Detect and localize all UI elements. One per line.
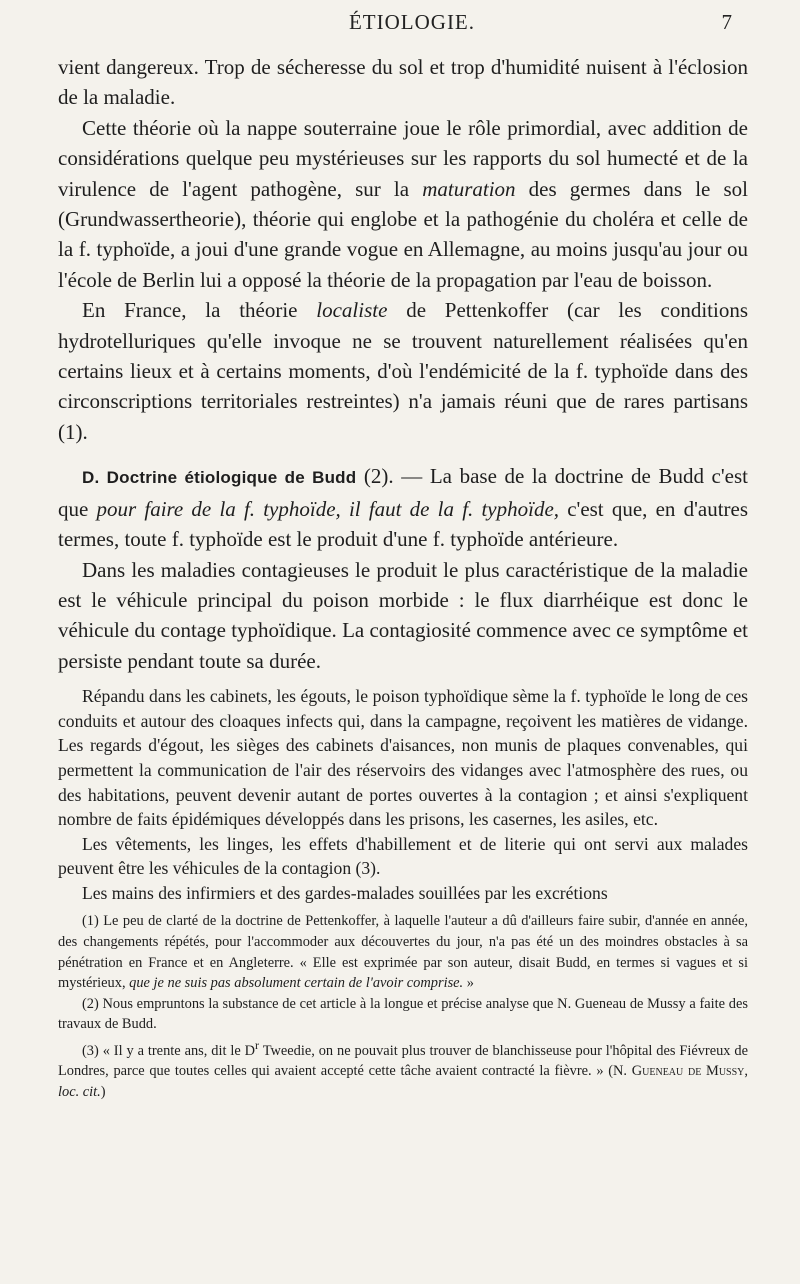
paragraph-5: Dans les maladies contagieuses le produit le plus caractéristique de la maladie est le véhicule principal du poison morbide : le flux diarrhéique est donc le véhicule du contage typhoïdique. La contagiosité commence avec ce symptôme et persiste pendant toute sa durée. (58, 557, 748, 673)
paragraph-3-part-1: En France, la théorie (82, 298, 317, 323)
small-paragraph-2: Les vêtements, les linges, les effets d'habillement et de literie qui ont servi aux malades peuvent être les véhicules de la contagion (3). (58, 833, 748, 879)
footnote-3-part-3: , (744, 1063, 748, 1080)
small-text-gap (58, 676, 748, 684)
small-paragraph-1: Répandu dans les cabinets, les égouts, le poison typhoïdique sème la f. typhoïde le long de ces conduits et autour des cloaques infects qui, dans la campagne, reçoivent les matières de vidange. Les regards d'égout, les sièges des cabinets d'aisances, non munis de plaques convenables, qui permettent la communication de l'air des réservoirs des vidanges avec l'atmosphère des rues, ou des habitations, peuvent devenir autant de portes ouvertes à la contagion ; et ainsi s'expliquent nombre de faits épidémiques développés dans les prisons, les casernes, les asiles, etc. (58, 686, 748, 830)
paragraph-1: vient dangereux. Trop de sécheresse du sol et trop d'humidité nuisent à l'éclosion de la maladie. (58, 55, 748, 110)
footnote-3-italic: loc. cit. (58, 1084, 101, 1101)
paragraph-2-part-1: Cette théorie où la nappe souterraine joue le rôle primordial, avec addition de considérations quelque peu mystérieuses sur les rapports du sol humecté et de la virulence de l'agent pathogène, sur la (58, 115, 748, 201)
footnotes (58, 911, 748, 1102)
paragraph-2-part-2: des germes dans le sol (Grundwassertheorie), théorie qui englobe et la pathogénie du choléra et celle de la f. typhoïde, a joui d'une grande vogue en Allemagne, au moins jusqu'au jour ou l'école de Berlin lui a opposé la théorie de la propagation par l'eau de boisson. (58, 176, 748, 292)
footnote-1 (58, 911, 748, 993)
paragraph-4-part-2: c'est que, en d'autres termes, toute f. typhoïde est le produit d'une f. typhoïde antérieure. (58, 496, 749, 552)
running-title: ÉTIOLOGIE. (348, 10, 476, 34)
running-head (82, 10, 742, 38)
paragraph-3-part-2: de Pettenkoffer (car les conditions hydrotelluriques qu'elle invoque ne se trouvent naturellement réalisées qu'en certains lieux et à certains moments, d'où l'endémicité de la f. typhoïde dans des circonscriptions territoriales restreintes) n'a jamais réuni que de rares partisans (1). (58, 298, 749, 444)
footnote-3-author: Gueneau de Mussy (631, 1063, 745, 1080)
footnote-1-part-1: (1) Le peu de clarté de la doctrine de Pettenkoffer, à laquelle l'auteur a dû d'ailleurs faire subir, d'année en année, des changements répétés, pour l'accommoder aux découvertes du jour, n'a pas été un des moindres obstacles à sa pénétration en France et en Angleterre. « Elle est exprimée par son auteur, disait Budd, en termes si vagues et si mystérieux, (58, 913, 748, 992)
section-heading: D. Doctrine étiologique de Budd (82, 468, 357, 488)
footnote-1-italic: que je ne suis pas absolument certain de l'avoir comprise. (129, 975, 464, 992)
paragraph-4-italic: pour faire de la f. typhoïde, il faut de la f. typhoïde, (96, 496, 560, 521)
paragraph-4-part-1: (2). — La base de la doctrine de Budd c'est que (58, 464, 748, 521)
section-gap (58, 447, 748, 461)
footnote-3 (58, 1035, 748, 1103)
footnote-3-part-4: ) (100, 1084, 106, 1101)
footnote-1-part-2: » (463, 975, 474, 992)
page-number: 7 (721, 10, 732, 34)
paragraph-3-italic: localiste (316, 298, 388, 323)
paragraph-3 (58, 295, 748, 447)
paragraph-2-italic: maturation (422, 176, 516, 201)
main-text (58, 52, 748, 676)
footnote-3-part-2: Tweedie, on ne pouvait plus trouver de blanchisseuse pour l'hôpital des Fiévreux de Londres, parce que toutes celles qui avaient accepté cette tâche avaient contracté la fièvre. » (N. (58, 1042, 748, 1080)
small-paragraph-3: Les mains des infirmiers et des gardes-malades souillées par les excrétions (82, 882, 608, 903)
footnote-3-part-1: (3) « Il y a trente ans, dit le D (82, 1042, 256, 1059)
page-body (58, 52, 748, 1103)
footnote-2: (2) Nous empruntons la substance de cet article à la longue et précise analyse que N. Gueneau de Mussy a faite des travaux de Budd. (58, 995, 748, 1033)
small-text (58, 684, 748, 905)
footnote-3-superscript: r (255, 1038, 260, 1053)
paragraph-2 (58, 113, 748, 295)
paragraph-4 (58, 461, 748, 554)
